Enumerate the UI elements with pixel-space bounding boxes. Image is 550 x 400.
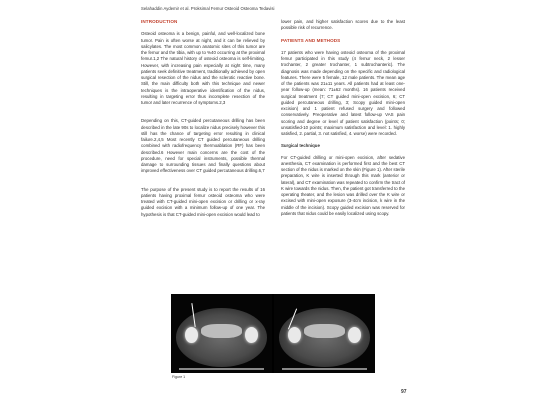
intro-paragraph-continued: lower pain, and higher satisfaction scores due to the least possible risk of recurrence.	[281, 19, 405, 31]
methods-paragraph-1: 17 patients who were having osteoid osteoma of the proximal femur participated in this study (4 femur neck, 2 lesser trochanter, 2 greater trochanter, 1 subtrochanteric). The diagnosis was made depending on the specific and radiological features. There were 5 female, 12 male patients. The mean age of the patients was 21±11 years. All patients had at least one-year follow-up (mean: 71±62 months). 16 patients received surgical treatment (7; CT guided mini-open excision, 6; CT guided percutaneous drilling, 3; Scopy guided mini-open excision) and 1 patient refused surgery and followed conservatively. Preoperative and latest follow-up VAS pain scoring and degree or level of patient satisfaction (points; 0; unsatisfied-10 points; maximum satisfaction and level: 1. highly satisfied, 2. partial, 3. not satisfied, 4. worse) were recorded.	[281, 49, 405, 136]
ct-table	[282, 368, 367, 370]
ct-table	[179, 368, 264, 370]
intro-paragraph-2: Depending on this, CT-guided percutaneous drilling has been described in the late 90s to localize nidus precisely however this still has the chance of targeting error resulting in clinical failure.2,4,5 Most recently CT guided percutaneous drilling combined with radiofrequency thermoablation (RF) has been described.6 However main concerns are the cost of the procedure, need for special instruments, possible thermal damage to surrounding tissues and finally questions about improved effectiveness over CT guided percutaneous drilling.6,7	[141, 118, 265, 174]
patients-methods-heading: PATIENTS AND METHODS	[281, 37, 341, 43]
left-column	[141, 19, 265, 224]
running-title: Selahaddin Aydemir et al. Proksimal Femur Osteoid Osteoma Tedavisi	[141, 6, 275, 11]
surgical-technique-subheading: Surgical technique	[281, 143, 320, 149]
ct-femur-right	[348, 327, 361, 343]
figure-caption: Figure 1	[172, 375, 186, 379]
introduction-heading: INTRODUCTION	[141, 19, 178, 24]
page-number: 97	[401, 389, 407, 395]
ct-scan-left	[171, 294, 272, 373]
figure-1-ct-images	[171, 294, 375, 373]
ct-femur-right	[245, 327, 258, 343]
right-column	[281, 19, 405, 223]
ct-pelvis	[201, 324, 241, 338]
ct-scan-right	[274, 294, 375, 373]
intro-paragraph-1: Osteoid osteoma is a benign, painful, and well-localized bone tumor. Pain is often worse at night, and it can be relieved by salicylates. The most common anatomic sites of this tumor are the femur and the tibia, with up to %40 occurring at the proximal femur.1,2 The natural history of osteoid osteoma is self-limiting. However, with increasing pain especially at night time, many patients seek definitive treatment, traditionally achieved by open surgical resection of the nidus and the sclerotic reactive bone. Still, the main difficulty both with this technique and newer techniques is the intraoperative identification of the nidus, resulting in targeting error thus incomplete resection of the tumor and later recurrence of symptoms.2,3	[141, 31, 265, 105]
methods-paragraph-2: For CT-guided drilling or mini-open excision, after sedative anesthesia, CT examination is performed first and the best CT section of the nidus is marked on the skin (Figure 1). After sterile preparation, K wire is inserted through this mark (anterior or lateral), and CT examination was repeated to confirm the tract of K wire towards the nidus. Then, the patient got transferred to the operating theater, and the lesion was drilled over the K wire or excised with mini-open exposure (3-4cm incision, k wire in the middle of the incision). Scopy guided excision was reserved for patients that nidus could be easily localized using scopy.	[281, 154, 405, 216]
ct-pelvis	[304, 324, 344, 338]
intro-paragraph-3: The purpose of the present study is to report the results of 16 patients having proximal femur osteoid osteoma who were treated with CT-guided mini-open excision or drilling or x-ray guided excision with a minimum follow-up of one year. The hypothesis is that CT-guided mini-open excision would lead to	[141, 186, 265, 217]
